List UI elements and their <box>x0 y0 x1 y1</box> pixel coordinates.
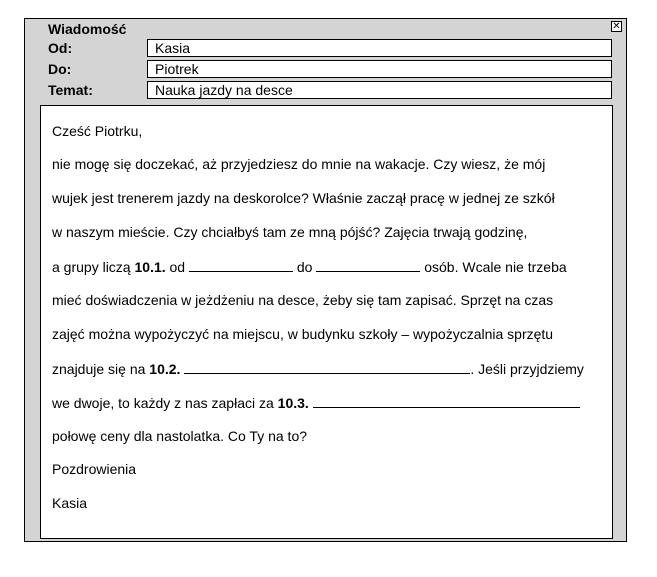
close-icon[interactable]: ✕ <box>612 21 621 32</box>
body-line-8-part-a: we dwoje, to każdy z nas zapłaci za <box>52 395 278 411</box>
gap-10-2-blank[interactable] <box>184 360 470 374</box>
body-line-7-part-b: . Jeśli przyjdziemy <box>470 361 584 377</box>
body-line-2: wujek jest trenerem jazdy na deskorolce? Właśnie zaczął pracę w jednej ze szkół <box>52 190 555 206</box>
window-title: Wiadomość <box>48 21 127 37</box>
to-label: Do: <box>48 61 72 77</box>
signature-line: Kasia <box>52 495 88 511</box>
body-line-4-part-b: od <box>165 259 189 275</box>
message-body[interactable] <box>40 105 613 539</box>
body-line-4 <box>52 258 567 275</box>
body-line-9: połowę ceny dla nastolatka. Co Ty na to? <box>52 428 308 444</box>
from-label: Od: <box>48 40 73 56</box>
closing-line: Pozdrowienia <box>52 461 137 477</box>
body-line-5: mieć doświadczenia w jeżdżeniu na desce, żeby się tam zapisać. Sprzęt na czas <box>52 292 554 308</box>
body-line-7-part-a: znajduje się na <box>52 361 150 377</box>
from-field[interactable]: Kasia <box>147 39 612 57</box>
body-line-4-part-c: do <box>292 259 317 275</box>
message-window <box>24 18 627 542</box>
gap-10-3-blank[interactable] <box>313 394 580 408</box>
gap-10-2-number: 10.2. <box>149 361 181 377</box>
body-line-4-part-d: osób. Wcale nie trzeba <box>420 259 567 275</box>
body-line-8 <box>52 394 580 411</box>
to-field[interactable]: Piotrek <box>147 60 612 78</box>
body-line-3: w naszym mieście. Czy chciałbyś tam ze mną pójść? Zajęcia trwają godzinę, <box>52 224 528 240</box>
body-line-4-part-a: a grupy liczą <box>52 259 135 275</box>
body-line-6: zajęć można wypożyczyć na miejscu, w budynku szkoły – wypożyczalnia sprzętu <box>52 326 554 342</box>
gap-10-1-from-blank[interactable] <box>189 258 293 272</box>
gap-10-1-number: 10.1. <box>134 259 166 275</box>
body-line-1: nie mogę się doczekać, aż przyjedziesz do mnie na wakacje. Czy wiesz, że mój <box>52 156 546 172</box>
gap-10-1-to-blank[interactable] <box>316 258 420 272</box>
subject-label: Temat: <box>48 82 93 98</box>
gap-10-3-number: 10.3. <box>277 395 309 411</box>
subject-field[interactable]: Nauka jazdy na desce <box>147 81 612 99</box>
greeting-line: Cześć Piotrku, <box>52 123 143 139</box>
body-line-7 <box>52 360 584 377</box>
